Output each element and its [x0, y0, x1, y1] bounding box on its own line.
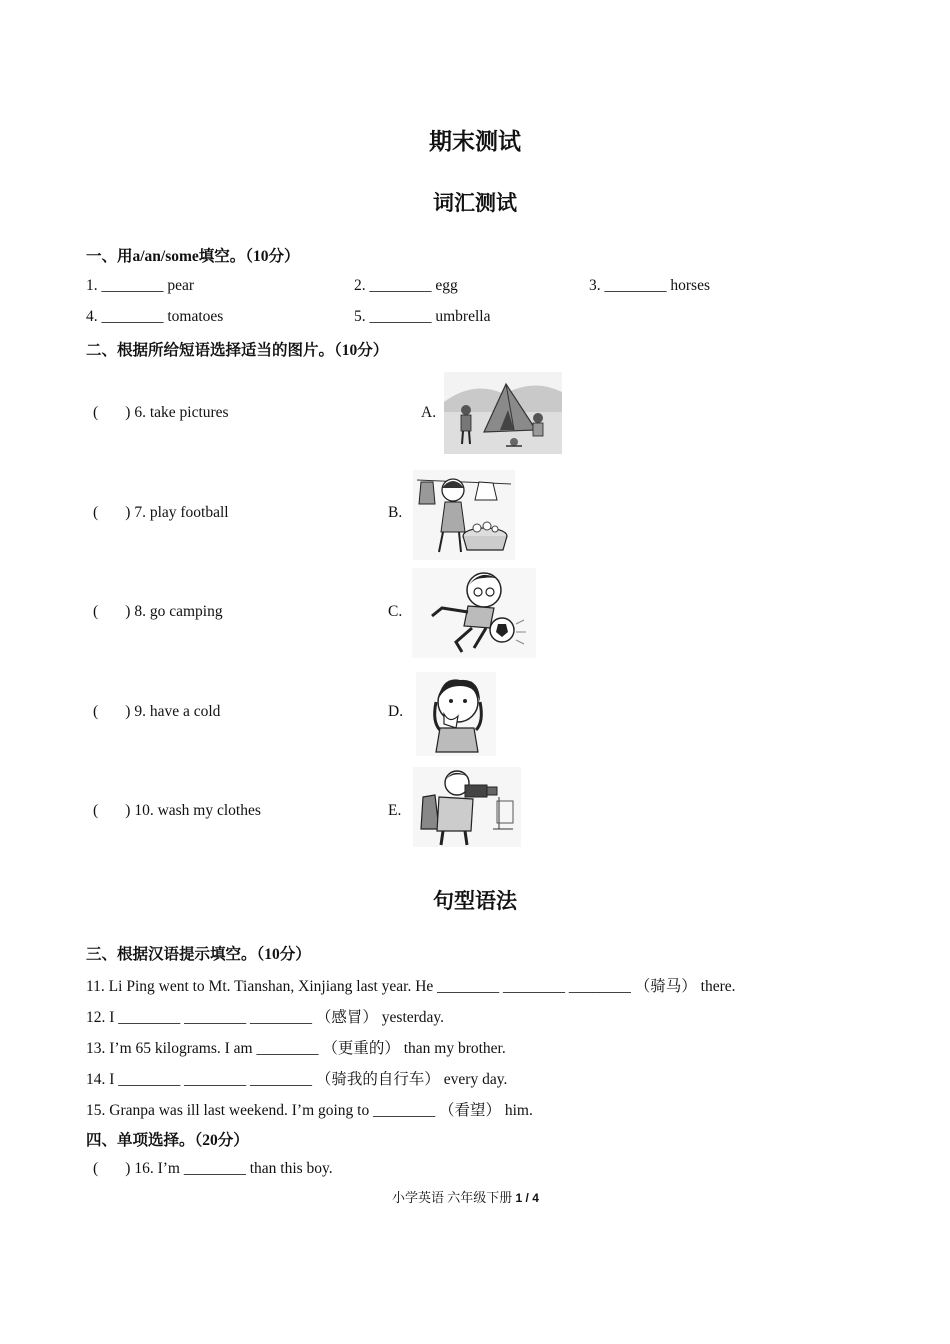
footer-text: 小学英语 六年级下册	[392, 1190, 513, 1205]
grammar-heading: 句型语法	[433, 889, 517, 913]
page-title: 期末测试	[429, 129, 521, 154]
fill-item-2: 2. ________ egg	[354, 277, 458, 294]
fill-item-11: 11. Li Ping went to Mt. Tianshan, Xinjiang last year. He ________ ________ ________ （骑马） there.	[86, 978, 736, 995]
fill-item-12: 12. I ________ ________ ________ （感冒） yesterday.	[86, 1009, 445, 1026]
fill-item-4: 4. ________ tomatoes	[86, 308, 224, 325]
part4-heading: 四、单项选择。（20分）	[86, 1132, 249, 1149]
page-number: 1 / 4	[515, 1191, 539, 1205]
match-question-7: ( ) 7. play football	[93, 504, 229, 521]
part3-heading: 三、根据汉语提示填空。（10分）	[86, 946, 311, 963]
part2-heading: 二、根据所给短语选择适当的图片。（10分）	[86, 342, 389, 359]
match-question-8: ( ) 8. go camping	[93, 603, 223, 620]
option-label-e: E.	[388, 802, 402, 819]
option-label-a: A.	[421, 404, 437, 421]
camping-scene-picture	[444, 372, 562, 454]
fill-item-3: 3. ________ horses	[589, 277, 710, 294]
option-label-c: C.	[388, 603, 403, 620]
match-question-6: ( ) 6. take pictures	[93, 404, 229, 421]
boy-playing-football-picture	[412, 568, 536, 658]
vocab-heading: 词汇测试	[433, 191, 517, 215]
girl-washing-clothes-picture	[413, 470, 515, 560]
page-footer	[392, 1187, 539, 1206]
choice-item-16: ( ) 16. I’m ________ than this boy.	[93, 1160, 333, 1177]
match-question-10: ( ) 10. wash my clothes	[93, 802, 261, 819]
option-label-b: B.	[388, 504, 403, 521]
fill-item-5: 5. ________ umbrella	[354, 308, 491, 325]
part1-heading: 一、用a/an/some填空。（10分）	[86, 248, 300, 265]
fill-item-15: 15. Granpa was ill last weekend. I’m going to ________ （看望） him.	[86, 1102, 533, 1119]
girl-with-cold-picture	[416, 672, 496, 756]
fill-item-13: 13. I’m 65 kilograms. I am ________ （更重的） than my brother.	[86, 1040, 506, 1057]
match-question-9: ( ) 9. have a cold	[93, 703, 221, 720]
fill-item-1: 1. ________ pear	[86, 277, 195, 294]
fill-item-14: 14. I ________ ________ ________ （骑我的自行车） every day.	[86, 1071, 508, 1088]
option-label-d: D.	[388, 703, 404, 720]
boy-taking-pictures-picture	[413, 767, 521, 847]
